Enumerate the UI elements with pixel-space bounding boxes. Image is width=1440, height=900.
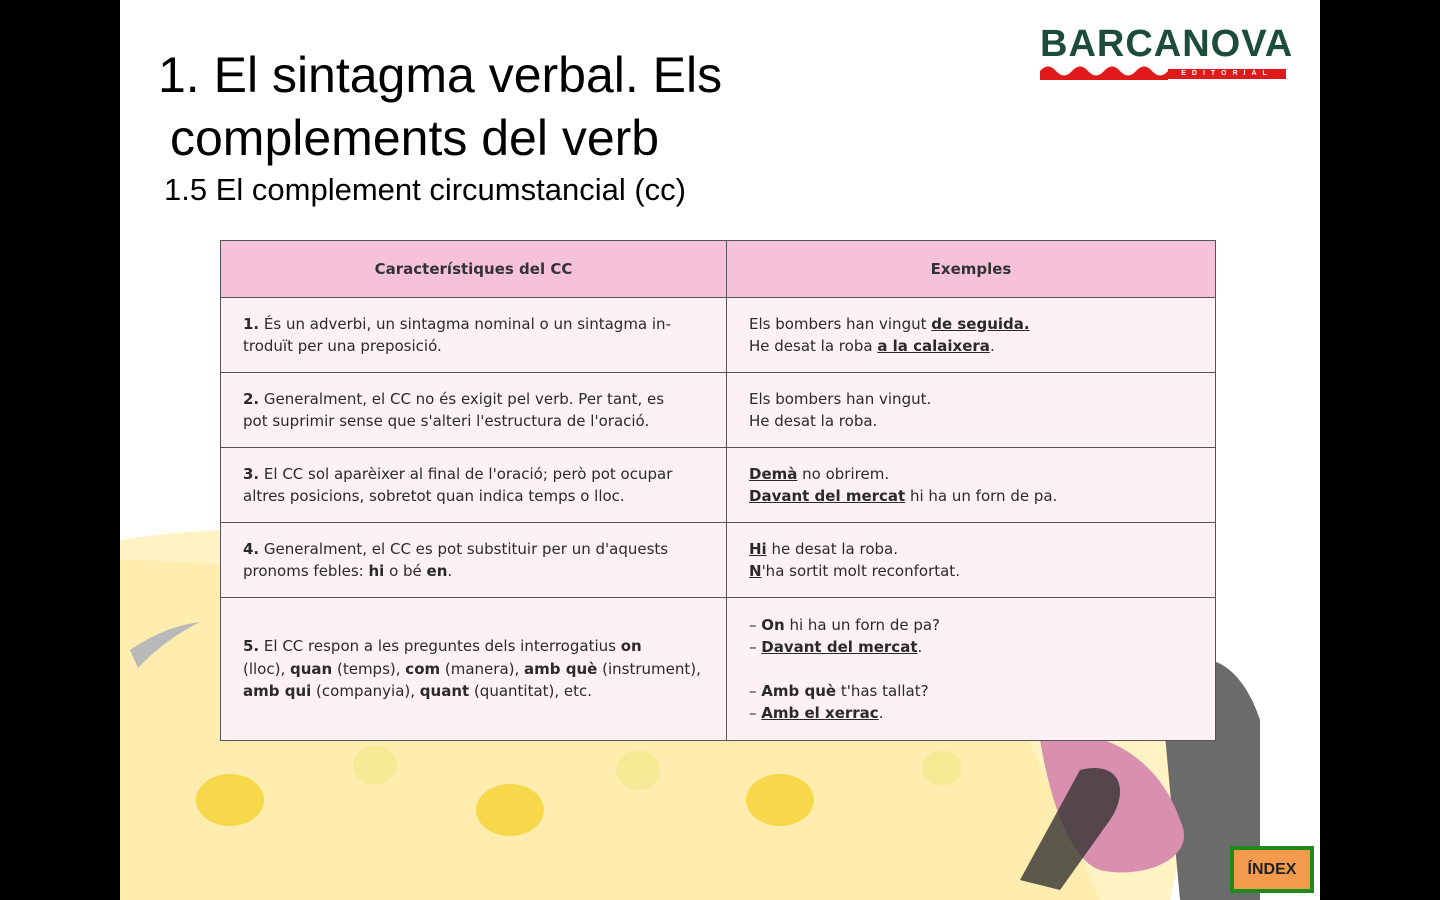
text: És un adverbi, un sintagma nominal o un sintagma in-: [263, 314, 671, 333]
text: Els bombers han vingut: [749, 314, 932, 333]
text: hi ha un forn de pa.: [905, 487, 1058, 505]
text: o bé: [384, 562, 427, 580]
text: altres posicions, sobretot quan indica temps o lloc.: [243, 487, 625, 505]
bold-term: quan: [290, 659, 333, 678]
table-row: [221, 598, 1216, 741]
index-button[interactable]: ÍNDEX: [1230, 846, 1314, 893]
row-1-characteristic: [221, 298, 727, 373]
table-row: [221, 298, 1216, 373]
bold-term: on: [620, 637, 642, 656]
header-characteristics: Característiques del CC: [221, 241, 727, 298]
bold-term: Amb què: [761, 681, 837, 700]
text: He desat la roba: [749, 337, 878, 355]
text: t'has tallat?: [836, 681, 929, 700]
text: (quantitat), etc.: [469, 682, 593, 701]
text: troduït per una preposició.: [243, 337, 442, 355]
header-examples: Exemples: [727, 241, 1216, 298]
highlighted-cc: Davant del mercat: [761, 638, 918, 656]
text: pronoms febles:: [243, 562, 369, 580]
row-2-characteristic: [221, 373, 727, 448]
text: El CC respon a les preguntes dels interrogatius: [263, 637, 621, 656]
text: Generalment, el CC es pot substituir per un d'aquests: [263, 539, 669, 558]
row-number: 5.: [243, 637, 260, 656]
row-number: 4.: [243, 539, 260, 558]
text: .: [989, 337, 995, 355]
text: (instrument),: [597, 659, 701, 678]
highlighted-cc: N: [749, 562, 762, 580]
dash: –: [749, 681, 762, 700]
logo-brand: BARCANOVA: [1040, 23, 1294, 65]
text: .: [878, 704, 884, 722]
text: he desat la roba.: [766, 539, 899, 558]
text: He desat la roba.: [749, 412, 878, 430]
barcanova-logo: [1040, 23, 1294, 84]
row-3-example: [727, 448, 1216, 523]
logo-wave-icon: [1040, 62, 1170, 80]
dash: –: [749, 704, 762, 722]
text: hi ha un forn de pa?: [784, 615, 941, 634]
bold-term: amb qui: [243, 682, 312, 701]
text: (temps),: [332, 659, 406, 678]
table-row: [221, 448, 1216, 523]
bold-term: en: [426, 562, 448, 580]
text: (lloc),: [243, 659, 290, 678]
table-row: [221, 373, 1216, 448]
row-number: 1.: [243, 314, 260, 333]
highlighted-cc: Hi: [749, 539, 767, 558]
bold-term: amb què: [524, 659, 598, 678]
row-number: 3.: [243, 464, 260, 483]
cc-table: [220, 240, 1216, 741]
row-5-characteristic: [221, 598, 727, 741]
highlighted-cc: Davant del mercat: [749, 487, 906, 505]
slide-subtitle: 1.5 El complement circumstancial (cc): [164, 172, 686, 207]
text: no obrirem.: [797, 464, 890, 483]
highlighted-cc: de seguida.: [931, 314, 1030, 333]
text: Els bombers han vingut.: [749, 389, 932, 408]
text: .: [917, 638, 923, 656]
highlighted-cc: a la calaixera: [877, 337, 990, 355]
row-2-example: [727, 373, 1216, 448]
logo-sub: EDITORIAL: [1168, 69, 1286, 79]
text: 'ha sortit molt reconfortat.: [761, 562, 960, 580]
row-number: 2.: [243, 389, 260, 408]
table-row: [221, 523, 1216, 598]
row-1-example: [727, 298, 1216, 373]
slide-title: [158, 44, 722, 170]
title-line-2: complements del verb: [170, 110, 660, 166]
bold-term: hi: [368, 562, 385, 580]
row-4-example: [727, 523, 1216, 598]
spacer: [749, 659, 1207, 680]
slide: [120, 0, 1320, 900]
text: (manera),: [440, 659, 525, 678]
text: (companyia),: [311, 682, 420, 701]
bold-term: com: [405, 659, 441, 678]
row-4-characteristic: [221, 523, 727, 598]
highlighted-cc: Demà: [749, 464, 798, 483]
text: Generalment, el CC no és exigit pel verb. Per tant, es: [263, 389, 665, 408]
bold-term: quant: [419, 682, 470, 701]
bold-term: On: [761, 615, 785, 634]
row-3-characteristic: [221, 448, 727, 523]
text: .: [447, 562, 453, 580]
text: El CC sol aparèixer al final de l'oració; però pot ocupar: [263, 464, 673, 483]
row-5-example: [727, 598, 1216, 741]
dash: –: [749, 615, 762, 634]
dash: –: [749, 638, 762, 656]
text: pot suprimir sense que s'alteri l'estructura de l'oració.: [243, 412, 650, 430]
highlighted-cc: Amb el xerrac: [761, 704, 879, 722]
title-line-1: 1. El sintagma verbal. Els: [158, 47, 723, 103]
